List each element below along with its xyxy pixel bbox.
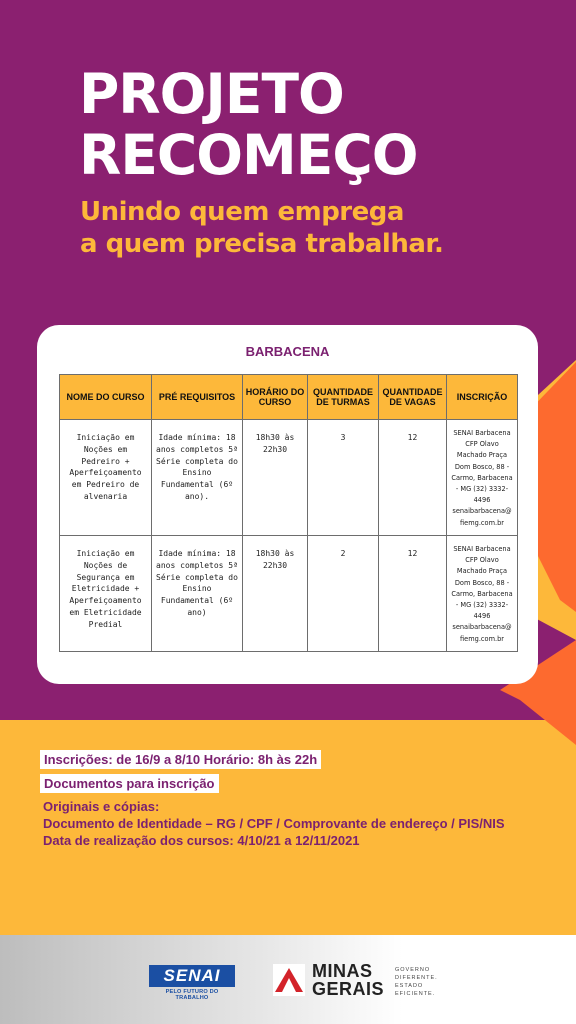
documentos-details <box>43 798 505 849</box>
senai-tagline: PELO FUTURO DO TRABALHO <box>165 989 219 1001</box>
col-header-horario: HORÁRIO DO CURSO <box>243 375 308 420</box>
cell-horario: 18h30 às 22h30 <box>243 420 308 536</box>
courses-table <box>59 374 518 652</box>
documentos-line-1: Originais e cópias: <box>43 799 160 814</box>
col-header-requisitos: PRÉ REQUISITOS <box>152 375 243 420</box>
documentos-line-3: Data de realização dos cursos: 4/10/21 a 12/11/2021 <box>43 833 360 848</box>
inscricoes-info <box>40 752 321 767</box>
cell-horario: 18h30 às 22h30 <box>243 536 308 652</box>
col-header-inscricao: INSCRIÇÃO <box>447 375 518 420</box>
title-line-1: PROJETO <box>79 62 344 126</box>
page-title <box>79 64 417 186</box>
cell-turmas: 2 <box>308 536 379 652</box>
mg-tag-4: EFICIENTE. <box>395 991 436 997</box>
inscricoes-text: Inscrições: de 16/9 a 8/10 Horário: 8h às 22h <box>40 750 321 769</box>
table-row <box>60 420 518 536</box>
mg-tag-2: DIFERENTE. <box>395 975 438 981</box>
cell-vagas: 12 <box>379 420 447 536</box>
documentos-line-2: Documento de Identidade – RG / CPF / Comprovante de endereço / PIS/NIS <box>43 816 505 831</box>
mg-line-1: MINAS <box>312 961 373 981</box>
minas-gerais-logo-icon <box>273 964 305 996</box>
senai-logo <box>149 965 235 1001</box>
subtitle-line-2: a quem precisa trabalhar. <box>80 229 444 259</box>
cell-requisitos: Idade mínima: 18 anos completos 5ª Série completa do Ensino Fundamental (6º ano) <box>152 536 243 652</box>
table-header-row <box>60 375 518 420</box>
cell-turmas: 3 <box>308 420 379 536</box>
col-header-nome: NOME DO CURSO <box>60 375 152 420</box>
cell-curso: Iniciação em Noções de Segurança em Eletricidade + Aperfeiçoamento em Eletricidade Predial <box>60 536 152 652</box>
minas-gerais-name <box>312 962 384 998</box>
cell-inscricao: SENAI Barbacena CFP Olavo Machado Praça Dom Bosco, 88 - Carmo, Barbacena - MG (32) 3332-4496 senaibarbacena@ fiemg.com.br <box>447 536 518 652</box>
subtitle-line-1: Unindo quem emprega <box>80 197 404 227</box>
mg-line-2: GERAIS <box>312 979 385 999</box>
page-subtitle <box>80 196 443 260</box>
mg-tag-1: GOVERNO <box>395 967 431 973</box>
documentos-text: Documentos para inscrição <box>40 774 219 793</box>
cell-requisitos: Idade mínima: 18 anos completos 5ª Série completa do Ensino Fundamental (6º ano). <box>152 420 243 536</box>
documentos-heading <box>40 776 219 791</box>
mg-tag-3: ESTADO <box>395 983 424 989</box>
title-line-2: RECOMEÇO <box>79 123 418 187</box>
col-header-vagas: QUANTIDADE DE VAGAS <box>379 375 447 420</box>
col-header-turmas: QUANTIDADE DE TURMAS <box>308 375 379 420</box>
senai-logo-text: SENAI <box>149 965 235 987</box>
city-heading: BARBACENA <box>245 344 330 359</box>
cell-vagas: 12 <box>379 536 447 652</box>
table-row <box>60 536 518 652</box>
cell-curso: Iniciação em Noções em Pedreiro + Aperfeiçoamento em Pedreiro de alvenaria <box>60 420 152 536</box>
cell-inscricao: SENAI Barbacena CFP Olavo Machado Praça Dom Bosco, 88 - Carmo, Barbacena - MG (32) 3332-4496 senaibarbacena@ fiemg.com.br <box>447 420 518 536</box>
minas-gerais-tagline <box>395 966 438 998</box>
